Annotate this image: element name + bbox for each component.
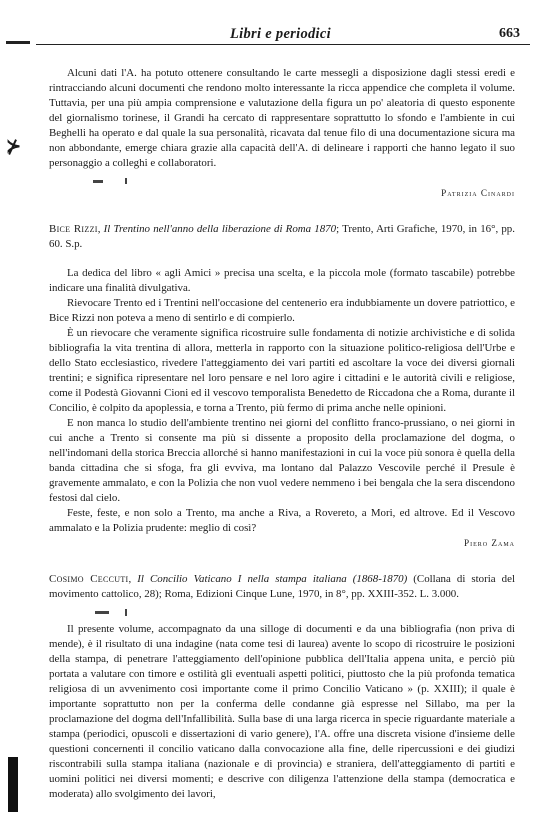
- review-3-title: Il Concilio Vaticano I nella stampa italiana (1868-1870): [137, 573, 408, 585]
- page-header: [0, 24, 550, 46]
- review-2-paragraph: La dedica del libro « agli Amici » precisa una scelta, e la piccola mole (formato tascabile) potrebbe indicare una finalità divulgativa.: [49, 267, 515, 294]
- review-2-paragraph: È un rievocare che veramente significa ricostruire sulle fondamenta di notizie archivistiche e di solida bibliografia la vita trentina di allora, metterla in rapporto con la situazione politico-religiosa dell'Urbe e dello Stato ecclesiastico, rivedere l'atteggiamento dei vari partiti ed ascoltare la voce dei diversi giornali trentini; e significa ripresentare nel loro pensare e nel loro agire i cittadini e le autorità civili e religiose, come il Podestà Giovanni Cioni ed il vescovo temporalista Benedetto de Riccadona che a Roma, durante il Concilio, è colpito da apoplessia, e torna a Trento, più fermo di prima anche nelle opinioni.: [49, 327, 515, 414]
- review-2-heading: Bice Rizzi, Il Trentino nell'anno della liberazione di Roma 1870; Trento, Arti Grafiche, 1970, in 16°, pp. 60. S.p.: [49, 223, 515, 250]
- margin-mark: ⊁: [6, 136, 22, 156]
- review-2-title: Il Trentino nell'anno della liberazione di Roma 1870: [103, 223, 337, 235]
- review-1-paragraph: Alcuni dati l'A. ha potuto ottenere consultando le carte messegli a disposizione dagli stessi eredi e rintracciando alcuni documenti che rendono molto interessante la ricca appendice che completa il volume. Tuttavia, per una più ampia comprensione e valutazione della figura un po' aleatoria di questo esponente del giornalismo torinese, il Grandi ha cercato di rappresentare soprattutto lo sfondo e l'ambiente in cui Beghelli ha operato e dal quale la sua personalità, ricavata dal tenue filo di una documentazione sicura ma non abbondante, emerge chiara grazie alla capacità dell'A. di delineare i rapporti che hanno legato il suo personaggio a colleghi e collaboratori.: [49, 67, 515, 169]
- review-2-publication: ; Trento, Arti Grafiche, 1970, in 16°, pp. 60. S.p.: [49, 223, 515, 250]
- header-rule: [36, 44, 530, 45]
- review-3-author: Cosimo Ceccuti: [49, 573, 129, 585]
- review-2-body: [49, 266, 515, 536]
- margin-bar: [8, 757, 18, 812]
- review-3-body: [49, 622, 515, 802]
- stray-mark: [93, 180, 103, 183]
- review-2-paragraph: E non manca lo studio dell'ambiente trentino nei giorni del conflitto franco-prussiano, o nei giorni in cui anche a Trento si consente ma più si dissente a proposito della proclamazione del dogma, o nell'indomani della storica Breccia allorché si hanno manifestazioni in cui la voce più sonora è quella della banda cittadina che si sfoga, fra gli evviva, ma lontano dal Palazzo Vescovile perché il Presule è gravemente ammalato, e con la Polizia che non vuol vedere nemmeno i bei bengala che la sera discendono festosi dal cielo.: [49, 417, 515, 504]
- review-2-paragraph: Feste, feste, e non solo a Trento, ma anche a Riva, a Rovereto, a Mori, ed altrove. Ed il Vescovo ammalato e la Polizia prudente: meglio di così?: [49, 507, 515, 534]
- review-2-paragraph: Rievocare Trento ed i Trentini nell'occasione del centenerio era indubbiamente un dovere patriottico, e Bice Rizzi non poteva a meno di sentirlo e di compierlo.: [49, 297, 515, 324]
- review-3-heading: Cosimo Ceccuti, Il Concilio Vaticano I nella stampa italiana (1868-1870) (Collana di storia del movimento cattolico, 28); Roma, Edizioni Cinque Lune, 1970, in 8°, pp. XXIII-352. L. 3.000.: [49, 573, 515, 600]
- section-title: Libri e periodici: [230, 26, 331, 42]
- stray-mark: [125, 609, 127, 616]
- review-2-signature: Piero Zama: [463, 538, 515, 548]
- stray-mark: [125, 178, 127, 184]
- review-3-publication: (Collana di storia del movimento cattolico, 28); Roma, Edizioni Cinque Lune, 1970, in 8°, pp. XXIII-352. L. 3.000.: [49, 573, 515, 600]
- page-number: 663: [499, 26, 520, 41]
- review-1-body: [49, 66, 515, 171]
- stray-mark: [95, 611, 109, 614]
- review-3-paragraph: Il presente volume, accompagnato da una silloge di documenti e da una bibliografia (non priva di mende), è il risultato di una indagine (nata come tesi di laurea) avente lo scopo di ricostruire le posizioni della stampa, di penetrare l'atteggiamento dell'opinione pubblica dell'Italia appena unita, e perciò più portata a valutare con timore e ostilità gli eventuali aspetti politici, piuttosto che la più profonda tematica religiosa di un avvenimento così importante come il primo Concilio Vaticano » (p. XXIII); il quale è importante soprattutto non per la conferma delle condanne già espresse nel Sillabo, ma per la proclamazione del dogma dell'Infallibilità. Sulla base di una larga ricerca in specie riguardante materiale a stampa (periodici, opuscoli e dissertazioni di vario genere), l'A. offre una discreta visione d'insieme delle questioni concernenti il concilio vaticano dalla convocazione alla fine, delle ripercussioni e dei giudizi riscontrabili sulla stampa italiana (nazionale e di provincia) e straniera, dell'atteggiamento di partiti e uomini politici nei diversi momenti; e descrive con diligenza l'attenzione della stampa (democratica e moderata) allo svolgimento dei lavori,: [49, 623, 515, 800]
- margin-tick: [6, 41, 30, 44]
- review-1-signature: Patrizia Cinardi: [441, 188, 515, 198]
- review-2-author: Bice Rizzi: [49, 223, 98, 235]
